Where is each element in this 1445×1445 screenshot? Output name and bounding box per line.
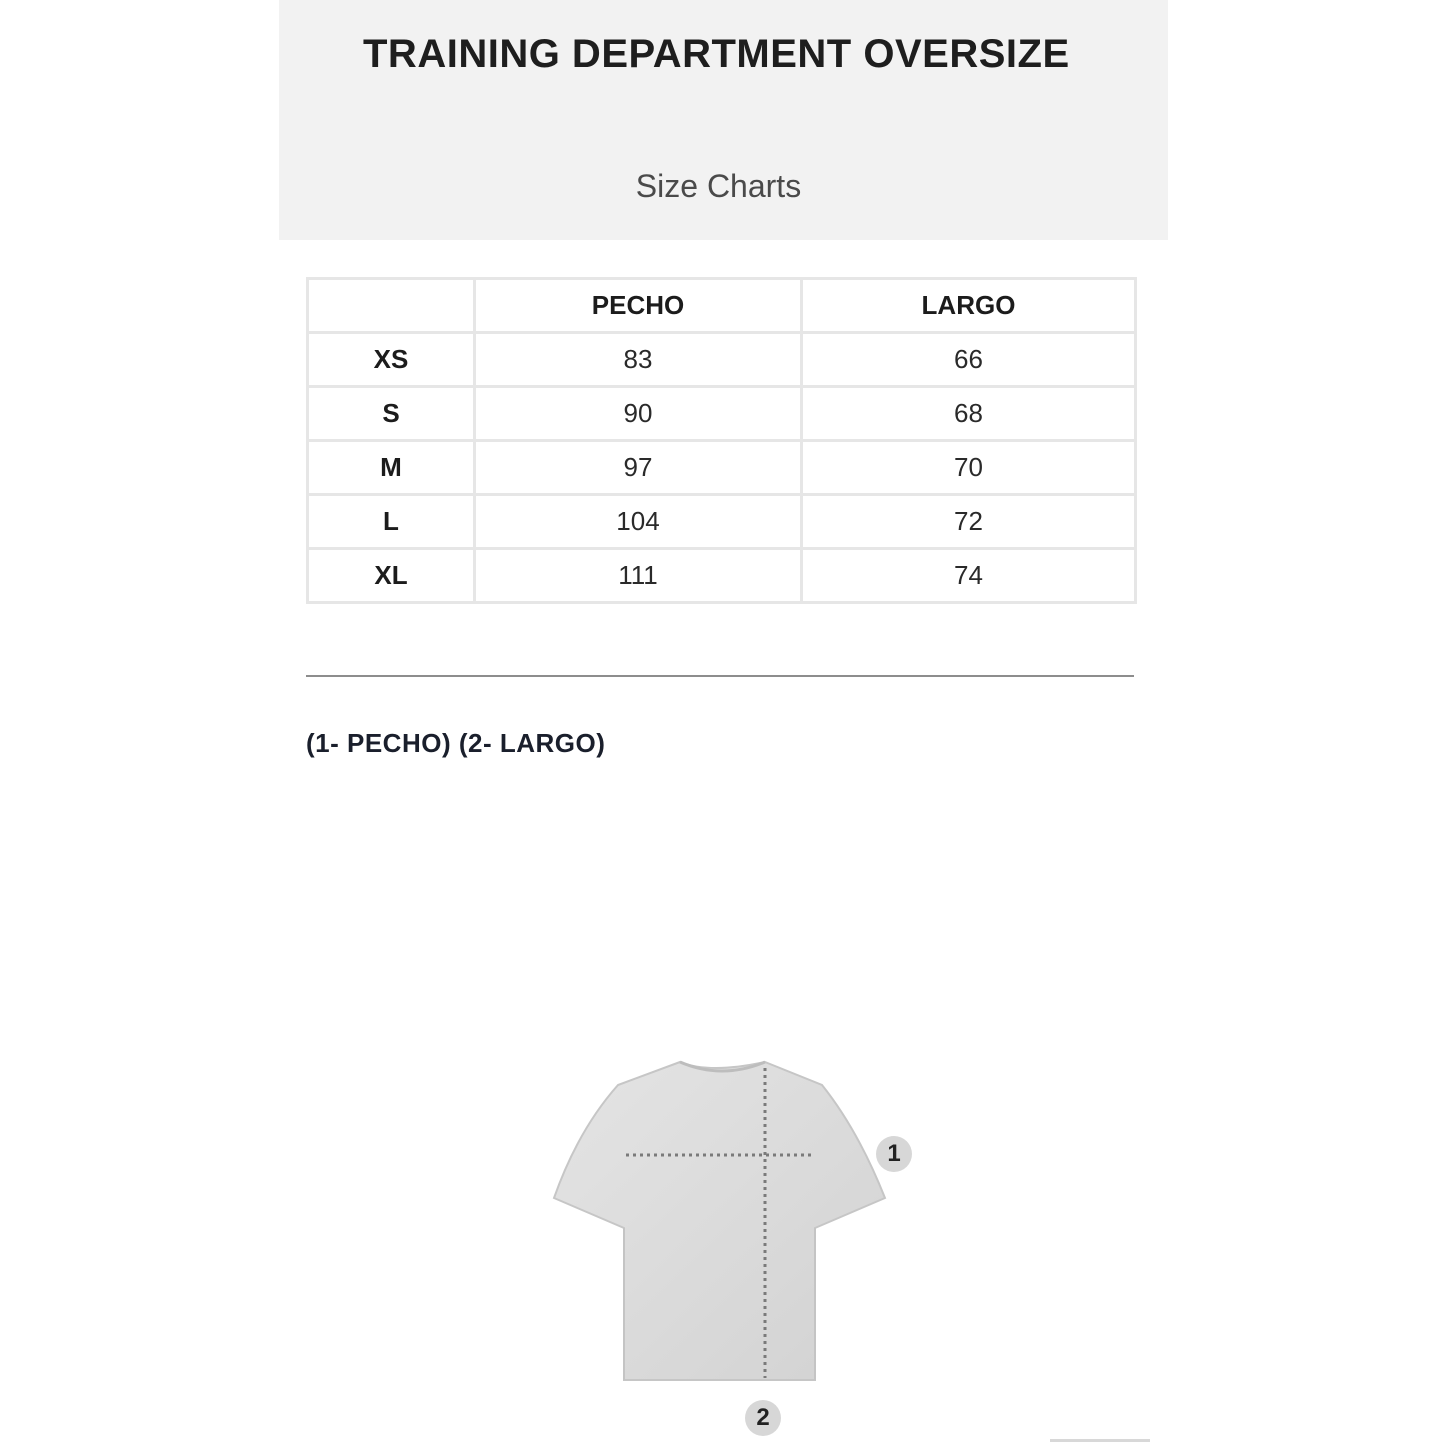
size-cell: S	[308, 387, 475, 441]
largo-cell: 70	[802, 441, 1136, 495]
largo-cell: 72	[802, 495, 1136, 549]
pecho-cell: 97	[475, 441, 802, 495]
pecho-cell: 104	[475, 495, 802, 549]
largo-cell: 66	[802, 333, 1136, 387]
column-header-largo: LARGO	[802, 279, 1136, 333]
size-cell: L	[308, 495, 475, 549]
largo-cell: 74	[802, 549, 1136, 603]
tshirt-icon	[540, 1050, 900, 1395]
table-row	[308, 333, 1136, 387]
column-header-size	[308, 279, 475, 333]
column-header-pecho: PECHO	[475, 279, 802, 333]
page-title: TRAINING DEPARTMENT OVERSIZE	[363, 32, 1070, 76]
table-row	[308, 495, 1136, 549]
pecho-cell: 90	[475, 387, 802, 441]
size-table	[306, 277, 1137, 604]
marker-2: 2	[745, 1400, 781, 1436]
marker-1: 1	[876, 1136, 912, 1172]
size-cell: M	[308, 441, 475, 495]
pecho-cell: 111	[475, 549, 802, 603]
header-panel	[279, 0, 1168, 240]
page-subtitle: Size Charts	[635, 168, 802, 204]
measurement-legend: (1- PECHO) (2- LARGO)	[306, 728, 606, 758]
table-row	[308, 441, 1136, 495]
corner-mark	[1050, 1439, 1150, 1442]
size-cell: XL	[308, 549, 475, 603]
size-cell: XS	[308, 333, 475, 387]
divider	[306, 675, 1134, 677]
table-header-row	[308, 279, 1136, 333]
largo-cell: 68	[802, 387, 1136, 441]
pecho-cell: 83	[475, 333, 802, 387]
table-row	[308, 549, 1136, 603]
table-row	[308, 387, 1136, 441]
